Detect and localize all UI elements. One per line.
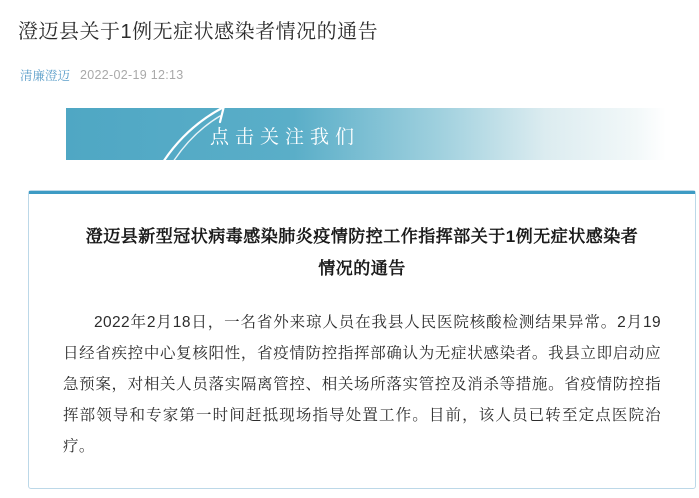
notice-card xyxy=(28,190,696,489)
follow-us-label: 点击关注我们 xyxy=(210,127,361,148)
notice-body: 2022年2月18日，一名省外来琼人员在我县人民医院核酸检测结果异常。2月19日经省疾控中心复核阳性，省疫情防控指挥部确认为无症状感染者。我县立即启动应急预案，对相关人员落实隔离管控、相关场所落实管控及消杀等措施。省疫情防控指挥部领导和专家第一时间赶抵现场指导处置工作。目前，该人员已转至定点医院治疗。 xyxy=(63,314,661,455)
article-page xyxy=(0,18,699,498)
article-source[interactable]: 清廉澄迈 xyxy=(20,69,71,83)
follow-us-banner[interactable] xyxy=(66,108,666,160)
page-title: 澄迈县关于1例无症状感染者情况的通告 xyxy=(18,21,379,43)
article-meta xyxy=(20,66,685,84)
article-date: 2022-02-19 12:13 xyxy=(80,68,184,82)
notice-title: 澄迈县新型冠状病毒感染肺炎疫情防控工作指挥部关于1例无症状感染者情况的通告 xyxy=(85,227,639,278)
